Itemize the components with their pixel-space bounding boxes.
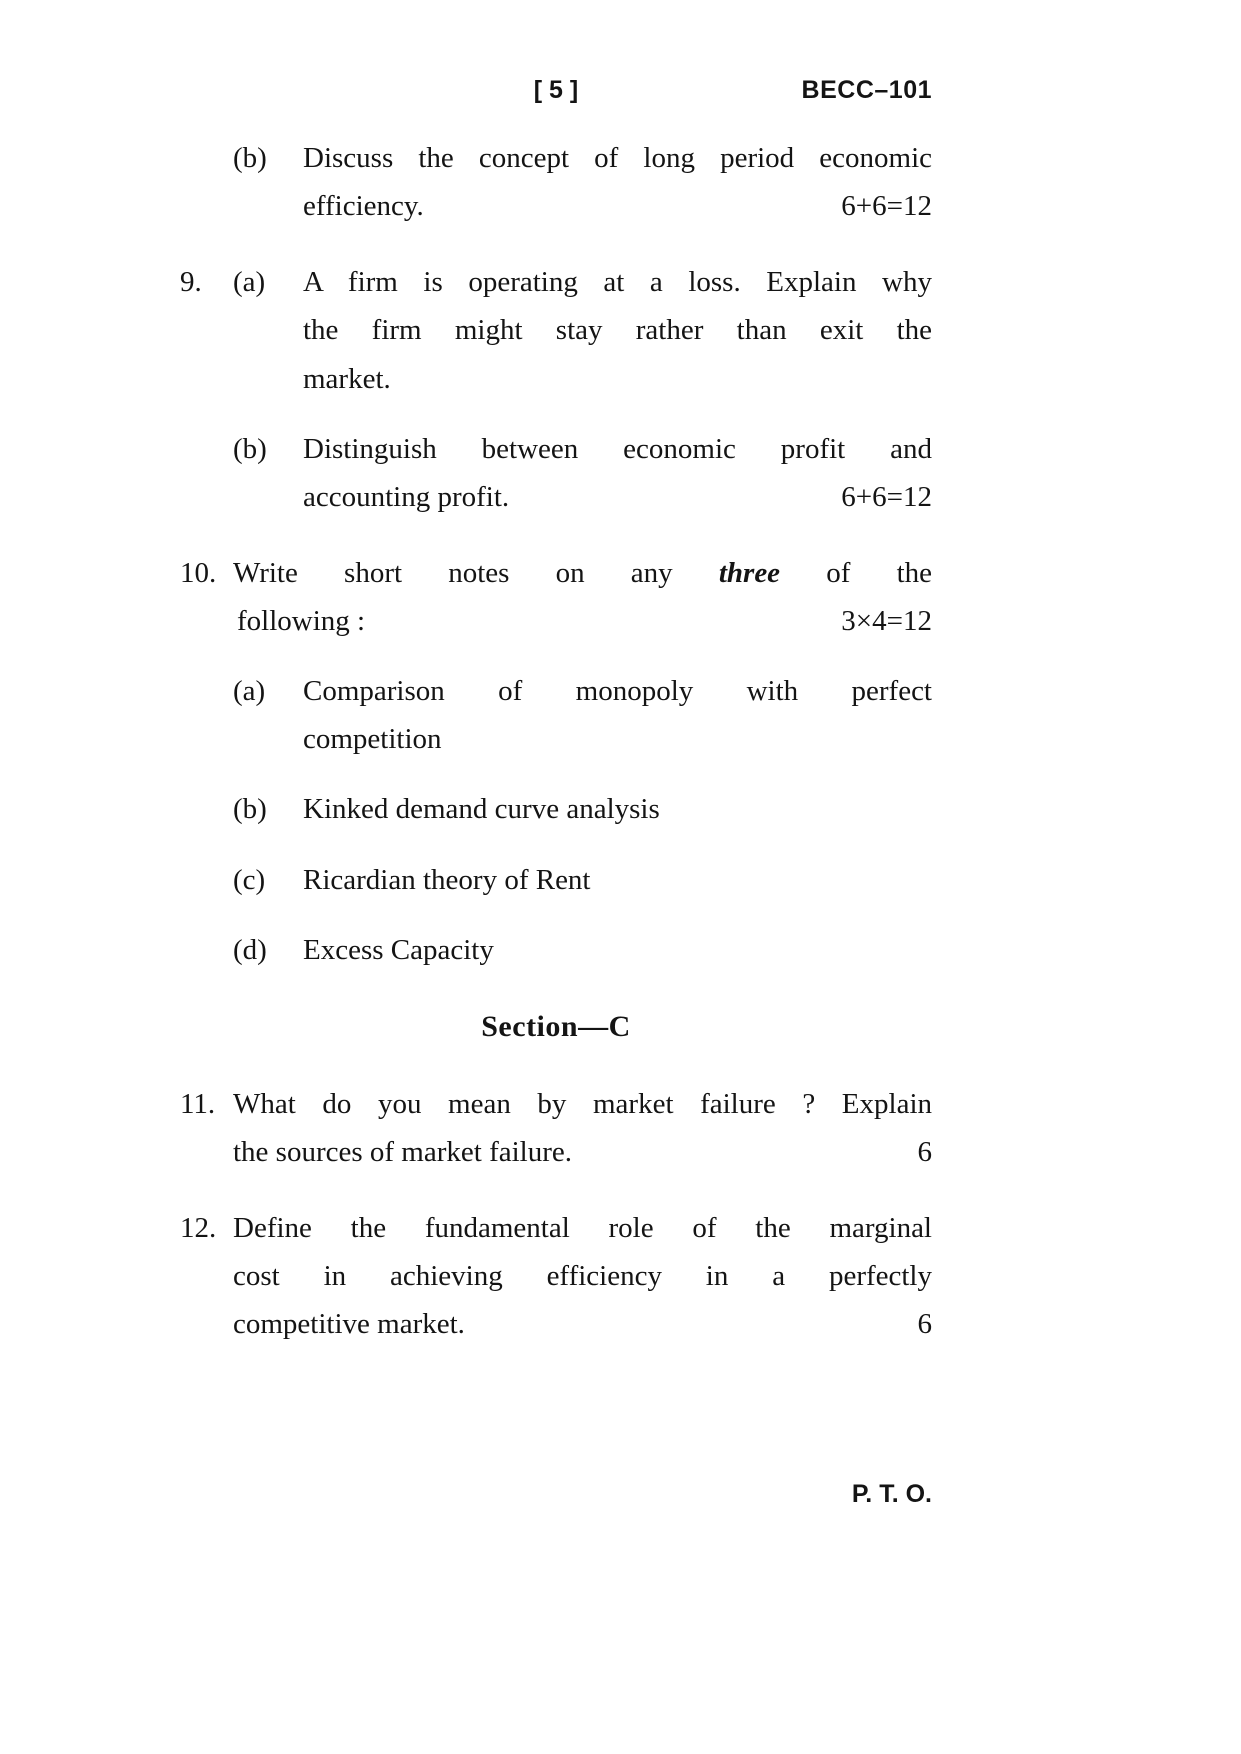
part-text bbox=[303, 425, 932, 521]
part-label: (a) bbox=[233, 675, 266, 708]
text: accounting profit. bbox=[303, 480, 510, 513]
text-line: A firm is operating at a loss. Explain why bbox=[303, 266, 932, 299]
marks-value: 6+6=12 bbox=[841, 480, 932, 513]
text: competitive market. bbox=[233, 1308, 465, 1341]
question-9 bbox=[180, 258, 932, 521]
part-text bbox=[303, 856, 932, 904]
marks-value: 6+6=12 bbox=[841, 190, 932, 223]
stem-line-2 bbox=[237, 597, 932, 645]
text-line: market. bbox=[303, 362, 391, 395]
text-line bbox=[233, 1128, 932, 1176]
marks-value: 6 bbox=[917, 1135, 932, 1168]
question-number: 9. bbox=[180, 266, 202, 299]
marks-value: 3×4=12 bbox=[841, 605, 932, 637]
question-10 bbox=[180, 549, 932, 974]
text: the sources of market failure. bbox=[233, 1135, 572, 1168]
question-9b bbox=[233, 425, 932, 521]
text-line: Kinked demand curve analysis bbox=[303, 793, 660, 826]
question-body bbox=[233, 258, 932, 521]
part-label: (c) bbox=[233, 863, 266, 896]
question-10b bbox=[233, 785, 932, 833]
stem-text: Write short notes on any bbox=[233, 556, 673, 589]
text-line bbox=[303, 473, 932, 521]
text-line: Excess Capacity bbox=[303, 933, 494, 966]
question-10c bbox=[233, 856, 932, 904]
question-number: 12. bbox=[180, 1211, 217, 1244]
question-number: 10. bbox=[180, 556, 217, 589]
text-line bbox=[233, 1300, 932, 1348]
part-text bbox=[303, 134, 932, 230]
pto-label: P. T. O. bbox=[851, 1480, 932, 1508]
text-line: Define the fundamental role of the marginal bbox=[233, 1211, 932, 1244]
text-line: Distinguish between economic profit and bbox=[303, 432, 932, 465]
part-text bbox=[303, 667, 932, 763]
question-11 bbox=[180, 1080, 932, 1176]
text-line: Discuss the concept of long period economic bbox=[303, 142, 932, 174]
part-label: (b) bbox=[233, 793, 267, 826]
section-heading: Section—C bbox=[481, 1009, 631, 1043]
page-footer bbox=[180, 1480, 932, 1509]
text-line: Comparison of monopoly with perfect bbox=[303, 675, 932, 708]
question-body bbox=[233, 1204, 932, 1348]
question-body bbox=[233, 1080, 932, 1176]
text-line: Ricardian theory of Rent bbox=[303, 863, 591, 896]
part-text bbox=[303, 258, 932, 402]
stem-emphasis: three bbox=[718, 556, 781, 589]
question-12 bbox=[180, 1204, 932, 1348]
question-10-stem bbox=[233, 549, 932, 645]
course-code: BECC–101 bbox=[801, 76, 932, 104]
question-10-parts bbox=[233, 667, 932, 974]
question-body bbox=[233, 549, 932, 974]
text-line: competition bbox=[303, 723, 442, 756]
part-text bbox=[303, 926, 932, 974]
marks-value: 6 bbox=[917, 1308, 932, 1341]
question-9a bbox=[233, 258, 932, 402]
page-header bbox=[180, 76, 932, 112]
stem-text: following : bbox=[237, 605, 366, 637]
text-line: the firm might stay rather than exit the bbox=[303, 314, 932, 347]
part-text bbox=[303, 785, 932, 833]
stem-text: of the bbox=[826, 556, 933, 589]
text-line: What do you mean by market failure ? Explain bbox=[233, 1087, 932, 1120]
text-line: cost in achieving efficiency in a perfectly bbox=[233, 1259, 932, 1292]
question-number: 11. bbox=[180, 1087, 216, 1120]
part-label: (b) bbox=[233, 432, 267, 465]
question-10d bbox=[233, 926, 932, 974]
text-line bbox=[303, 182, 932, 230]
part-label: (d) bbox=[233, 933, 267, 966]
question-8b bbox=[233, 134, 932, 230]
part-label: (b) bbox=[233, 142, 267, 174]
page-number: [ 5 ] bbox=[533, 76, 579, 104]
question-paper-body bbox=[180, 134, 932, 1348]
text: efficiency. bbox=[303, 190, 424, 223]
part-label: (a) bbox=[233, 266, 266, 299]
stem-line-1 bbox=[233, 549, 932, 597]
question-10a bbox=[233, 667, 932, 763]
